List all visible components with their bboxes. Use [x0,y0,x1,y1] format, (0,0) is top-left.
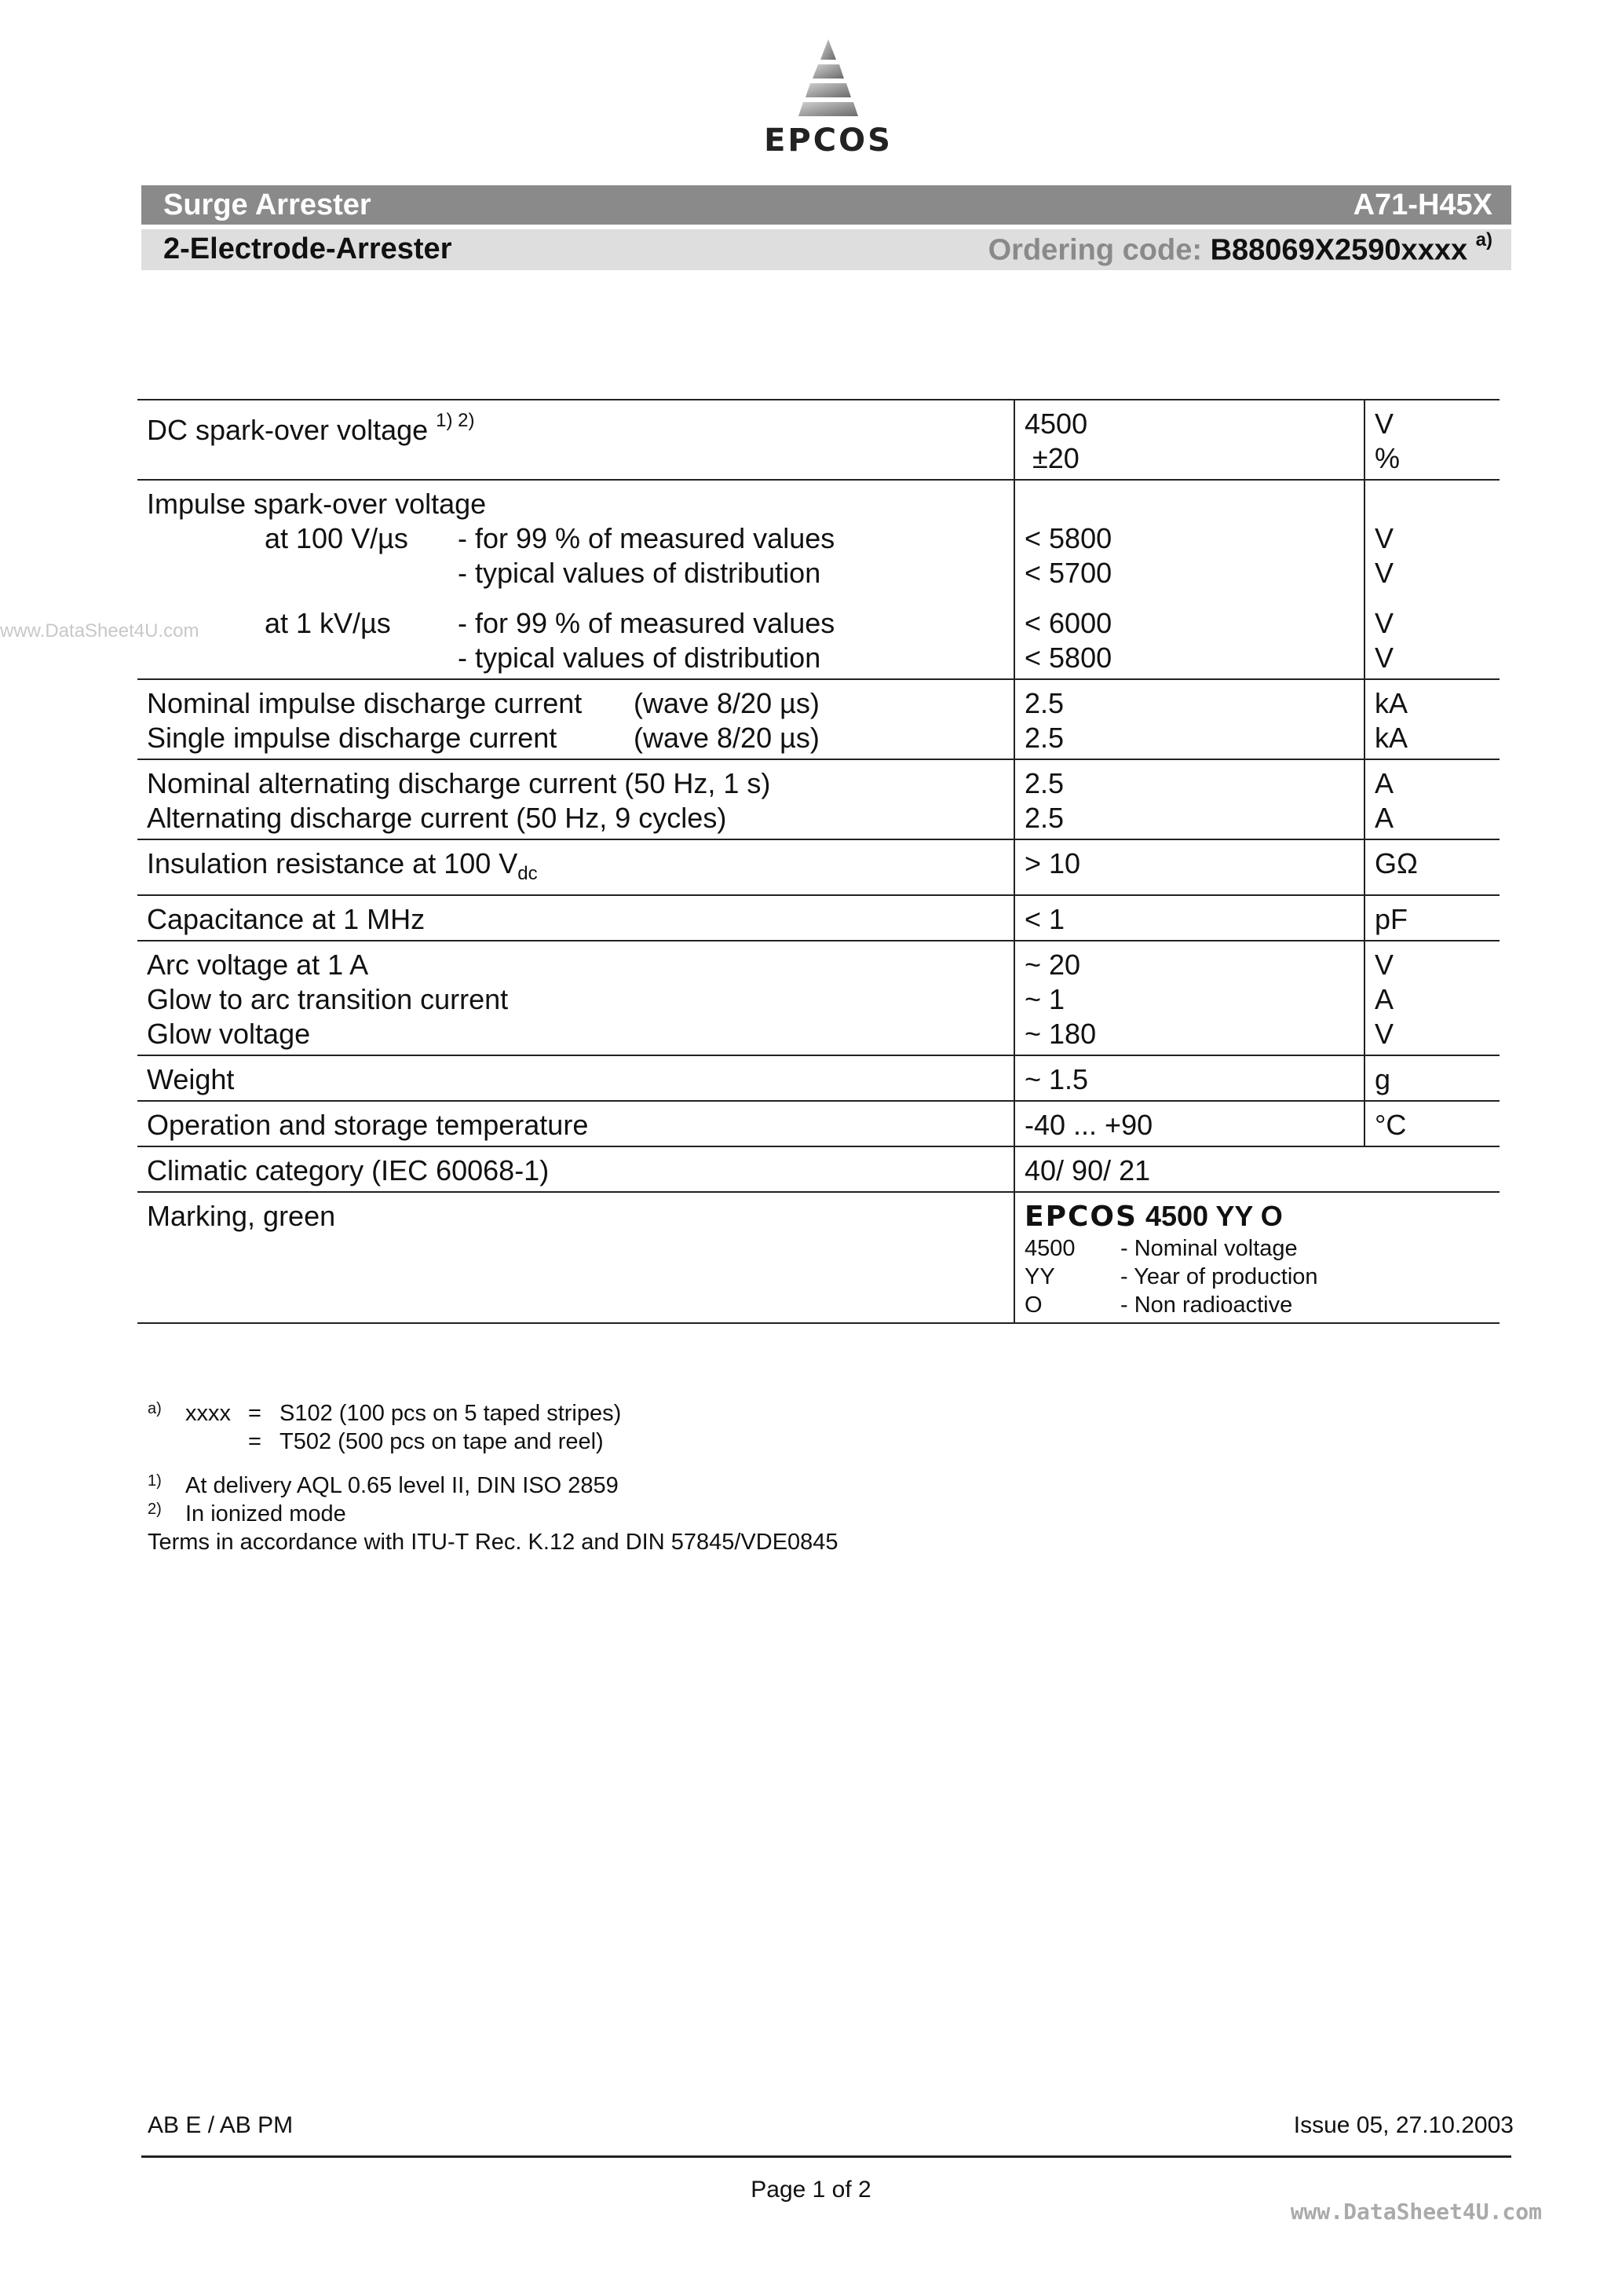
epcos-logo [758,38,899,163]
weight-label: Weight [147,1063,235,1096]
impulse-desc-typical-b: - typical values of distribution [458,642,821,674]
glow-arc-unit: A [1375,983,1394,1016]
nominal-impulse-unit: kA [1375,687,1408,719]
arc-voltage-unit: V [1375,949,1394,982]
page-number: Page 1 of 2 [751,2177,871,2203]
footnote-a-line1: S102 (100 pcs on 5 taped stripes) [279,1401,622,1426]
weight-value: ~ 1.5 [1014,1055,1364,1101]
row-arc [137,941,1500,1055]
pyramid-logo-icon [781,38,875,122]
impulse-unit-3: V [1375,607,1394,639]
dc-spark-tolerance: ±20 [1032,442,1080,474]
row-discharge [137,679,1500,759]
dc-spark-label: DC spark-over voltage [147,414,429,446]
climatic-label: Climatic category (IEC 60068-1) [147,1154,550,1187]
spec-table [137,399,1500,1324]
footnote-1-key: 1) [148,1472,162,1490]
impulse-unit-4: V [1375,642,1394,674]
nominal-alternating-value: 2.5 [1025,767,1065,799]
footer-issue: Issue 05, 27.10.2003 [1293,2112,1514,2138]
impulse-desc-99-b: - for 99 % of measured values [458,607,835,639]
insulation-unit: GΩ [1364,839,1500,895]
single-impulse-label: Single impulse discharge current [147,722,557,754]
footnote-1: At delivery AQL 0.65 level II, DIN ISO 2859 [185,1473,619,1498]
marking-code: 4500 YY O [1145,1200,1283,1233]
footnotes [148,1399,838,1556]
climatic-value: 40/ 90/ 21 [1014,1146,1500,1192]
impulse-value-2: < 5700 [1025,557,1112,589]
insulation-sub: dc [517,863,538,885]
model-number: A71-H45X [1353,188,1492,221]
single-impulse-wave: (wave 8/20 µs) [634,722,820,754]
marking-logo: EPCOS [1025,1201,1138,1234]
dc-spark-tolerance-unit: % [1375,442,1401,474]
row-insulation [137,839,1500,895]
temperature-label: Operation and storage temperature [147,1109,589,1142]
row-capacitance [137,895,1500,941]
dc-spark-value: 4500 [1025,408,1088,440]
row-temperature [137,1101,1500,1146]
nominal-impulse-value: 2.5 [1025,687,1065,719]
row-climatic [137,1146,1500,1192]
glow-voltage-unit: V [1375,1018,1394,1051]
alternating-label: Alternating discharge current (50 Hz, 9 cycles) [147,802,727,834]
glow-arc-label: Glow to arc transition current [147,983,509,1016]
subtitle-bar [141,229,1511,270]
product-type: Surge Arrester [163,188,371,221]
capacitance-value: < 1 [1014,895,1364,941]
row-marking [137,1192,1500,1323]
logo-wordmark: EPCOS [764,122,893,159]
footnote-a-eq-2: = [248,1429,261,1454]
impulse-desc-typical: - typical values of distribution [458,557,821,589]
subtitle: 2-Electrode-Arrester [163,232,452,265]
footnote-a-var: xxxx [185,1401,231,1426]
arc-voltage-label: Arc voltage at 1 A [147,949,369,982]
arc-voltage-value: ~ 20 [1025,949,1081,982]
glow-voltage-value: ~ 180 [1025,1018,1097,1051]
marking-label: Marking, green [147,1200,336,1233]
impulse-rate-1k: at 1 kV/µs [265,607,391,639]
ordering-code-footnote: a) [1475,229,1492,250]
impulse-value-4: < 5800 [1025,642,1112,674]
row-dc-spark [137,400,1500,480]
footnote-a-line2: T502 (500 pcs on tape and reel) [279,1429,604,1454]
capacitance-label: Capacitance at 1 MHz [147,903,426,936]
temperature-unit: °C [1364,1101,1500,1146]
alternating-unit: A [1375,802,1394,834]
ordering-code-value: B88069X2590xxxx [1210,233,1468,267]
nominal-alternating-unit: A [1375,767,1394,799]
nominal-impulse-wave: (wave 8/20 µs) [634,687,820,719]
capacitance-unit: pF [1364,895,1500,941]
single-impulse-value: 2.5 [1025,722,1065,754]
marking-legend [1025,1234,1490,1319]
footer-department: AB E / AB PM [148,2112,294,2138]
footnote-a-key: a) [148,1400,162,1417]
title-bar [141,185,1511,225]
alternating-value: 2.5 [1025,802,1065,834]
footnote-2-key: 2) [148,1501,162,1518]
impulse-unit-2: V [1375,557,1394,589]
insulation-label: Insulation resistance at 100 V [147,847,518,879]
terms-note: Terms in accordance with ITU-T Rec. K.12 and DIN 57845/VDE0845 [148,1530,838,1555]
ordering-code-label: Ordering code: [988,233,1202,267]
impulse-unit-1: V [1375,522,1394,554]
nominal-impulse-label: Nominal impulse discharge current [147,687,583,719]
nominal-alternating-label: Nominal alternating discharge current (50 Hz, 1 s) [147,767,771,799]
footnote-a-eq: = [248,1401,261,1426]
marking-legend-row: 4500 - Nominal voltage [1025,1236,1298,1262]
impulse-rate-100: at 100 V/µs [265,522,408,554]
row-weight [137,1055,1500,1101]
temperature-value: -40 ... +90 [1014,1101,1364,1146]
marking-legend-row: YY - Year of production [1025,1264,1318,1290]
marking-legend-row: O - Non radioactive [1025,1292,1293,1318]
impulse-desc-99: - for 99 % of measured values [458,522,835,554]
dc-spark-footnote: 1) 2) [436,410,475,431]
impulse-value-1: < 5800 [1025,522,1112,554]
glow-arc-value: ~ 1 [1025,983,1065,1016]
watermark-left: www.DataSheet4U.com [0,620,199,642]
dc-spark-unit: V [1375,408,1394,440]
glow-voltage-label: Glow voltage [147,1018,311,1051]
footnote-2: In ionized mode [185,1501,346,1526]
footer-divider [141,2155,1511,2158]
ordering-code [988,229,1492,268]
impulse-value-3: < 6000 [1025,607,1112,639]
watermark-right: www.DataSheet4U.com [1290,2199,1542,2225]
insulation-value: > 10 [1014,839,1364,895]
weight-unit: g [1364,1055,1500,1101]
row-impulse [137,480,1500,679]
row-alternating [137,759,1500,839]
single-impulse-unit: kA [1375,722,1408,754]
impulse-label: Impulse spark-over voltage [147,488,487,520]
